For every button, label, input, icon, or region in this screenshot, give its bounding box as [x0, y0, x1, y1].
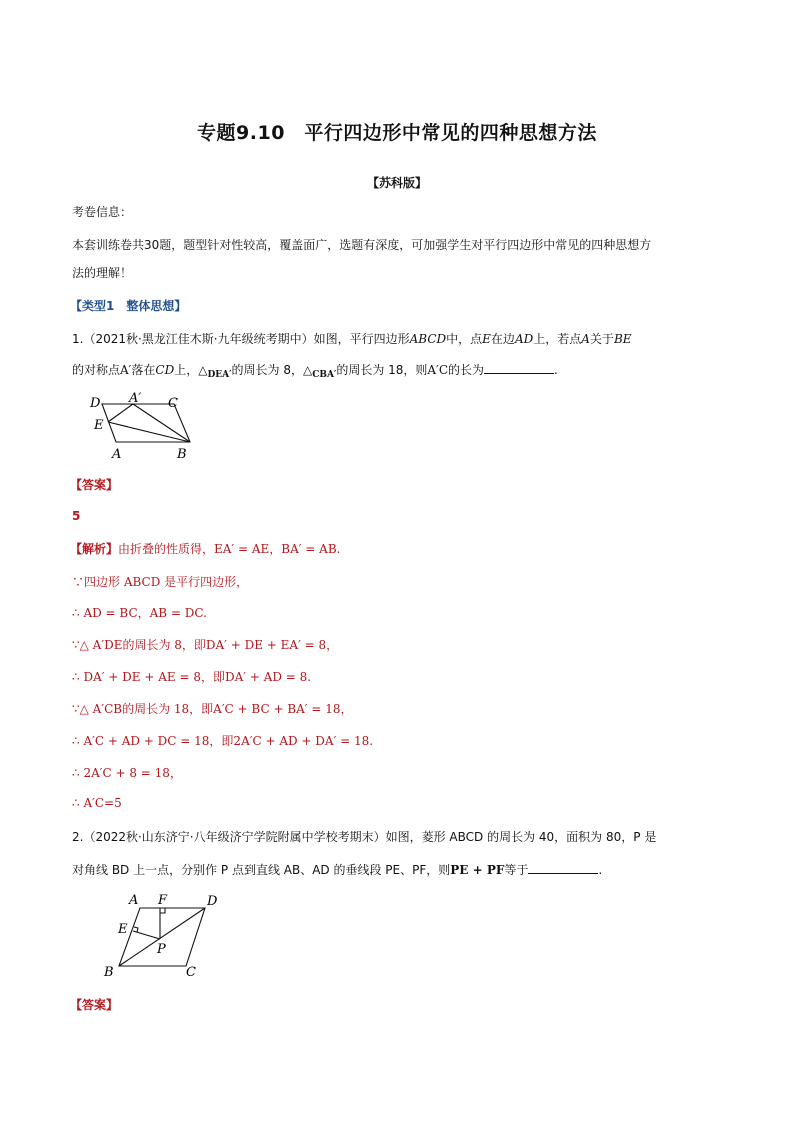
- q2-label-b: B: [104, 965, 114, 980]
- q2-diagonal-bd: [119, 908, 205, 966]
- page-title: 专题9.10 平行四边形中常见的四种思想方法: [197, 122, 597, 144]
- q2-label-e: E: [118, 922, 128, 937]
- intro-line-1: 本套训练卷共30题，题型针对性较高，覆盖面广，选题有深度，可加强学生对平行四边形中常见的四种思想方: [72, 238, 652, 252]
- q1-segment-e-b: [108, 422, 190, 442]
- q2-label-c: C: [186, 965, 196, 980]
- q1-analysis-line-3: ∴ AD = BC，AB = DC.: [72, 606, 208, 620]
- q1-label-d: D: [90, 396, 101, 411]
- q1-line-1: 1.（2021秋·黑龙江佳木斯·九年级统考期中）如图，平行四边形ABCD中，点E在边AD上，若点A关于BE: [72, 332, 632, 346]
- q1-segment-a-prime-e: [108, 404, 133, 422]
- q2-label-d: D: [207, 894, 218, 909]
- q1-analysis-line-5: ∴ DA′ + DE + AE = 8，即DA′ + AD = 8.: [72, 670, 312, 684]
- q1-answer-label: 【答案】: [70, 478, 119, 492]
- q2-label-p: P: [157, 942, 166, 957]
- q2-right-angle-f: [160, 908, 165, 913]
- q1-label-e: E: [94, 418, 104, 433]
- q2-label-a: A: [129, 893, 139, 908]
- q2-segment-pe: [133, 931, 160, 939]
- section-heading-1: 【类型1 整体思想】: [70, 299, 187, 313]
- q1-analysis-line-2: ∵四边形 ABCD 是平行四边形，: [72, 575, 249, 589]
- q2-line-1: 2.（2022秋·山东济宁·八年级济宁学院附属中学校考期末）如图，菱形 ABCD 的周长为 40，面积为 80，P 是: [72, 830, 657, 844]
- q1-analysis-line-6: ∵△ A′CB的周长为 18，即A′C + BC + BA′ = 18，: [72, 702, 353, 716]
- answer-blank-2: [528, 863, 598, 874]
- q2-answer-label: 【答案】: [70, 998, 119, 1012]
- q1-label-a-prime: A′: [129, 391, 142, 406]
- q1-analysis-line-4: ∵△ A′DE的周长为 8，即DA′ + DE + EA′ = 8，: [72, 638, 339, 652]
- answer-blank: [484, 363, 554, 374]
- q1-figure: [88, 388, 198, 468]
- q1-label-b: B: [177, 447, 187, 462]
- q1-analysis-line-8: ∴ 2A′C + 8 = 18，: [72, 766, 182, 780]
- q2-line-2: 对角线 BD 上一点，分别作 P 点到直线 AB、AD 的垂线段 PE、PF，则PE + PF等于 .: [72, 863, 603, 877]
- q1-line-2: 的对称点A′落在CD上，$\triangle_{DEA'}$的周长为 8，$\triangle_{CBA'}$的周长为 18，则A′C的长为 .: [72, 363, 558, 380]
- q1-answer-value: 5: [72, 509, 81, 523]
- q1-label-c: C: [168, 396, 178, 411]
- intro-line-2: 法的理解！: [72, 266, 133, 280]
- q1-analysis-line-1: 【解析】由折叠的性质得，EA′ = AE，BA′ = AB.: [70, 542, 341, 556]
- info-label: 考卷信息：: [72, 205, 133, 219]
- q1-analysis-line-9: ∴ A′C=5: [72, 796, 122, 810]
- q2-label-f: F: [158, 893, 168, 908]
- q1-analysis-line-7: ∴ A′C + AD + DC = 18，即2A′C + AD + DA′ = 18.: [72, 734, 374, 748]
- q2-figure: [100, 888, 230, 980]
- q1-label-a: A: [112, 447, 122, 462]
- edition-label: 【苏科版】: [366, 176, 427, 190]
